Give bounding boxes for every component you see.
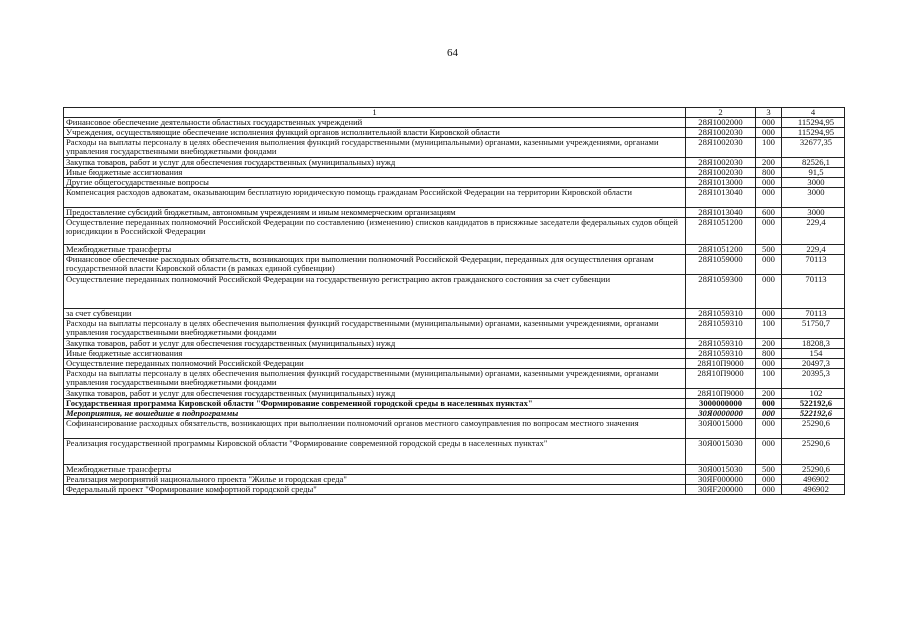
row-name: Реализация государственной программы Кировской области "Формирование современной городской среды в населенных пунктах" <box>64 439 686 465</box>
row-code: 28Я1002030 <box>686 158 756 168</box>
row-name: Финансовое обеспечение деятельности областных государственных учреждений <box>64 118 686 128</box>
row-expense-type: 200 <box>756 339 782 349</box>
row-expense-type: 100 <box>756 369 782 389</box>
table-row <box>64 339 845 349</box>
row-sum: 522192,6 <box>782 399 845 409</box>
row-expense-type: 000 <box>756 118 782 128</box>
row-code: 30ЯF000000 <box>686 475 756 485</box>
row-code: 28Я10П9000 <box>686 369 756 389</box>
table-row <box>64 218 845 245</box>
row-name: Расходы на выплаты персоналу в целях обеспечения выполнения функций государственными (муниципальными) органами, казенными учреждениями, органами управления государственными внебюджетными фондами <box>64 138 686 158</box>
page-number: 64 <box>447 47 458 59</box>
row-expense-type: 000 <box>756 359 782 369</box>
row-code: 28Я1059310 <box>686 339 756 349</box>
table-row <box>64 188 845 208</box>
row-sum: 102 <box>782 389 845 399</box>
row-name: Компенсация расходов адвокатам, оказывающим бесплатную юридическую помощь гражданам Российской Федерации на территории Кировской области <box>64 188 686 208</box>
row-code: 28Я1002030 <box>686 168 756 178</box>
table-row <box>64 158 845 168</box>
row-name: Софинансирование расходных обязательств, возникающих при выполнении полномочий органов местного самоуправления по вопросам местного значения <box>64 419 686 439</box>
row-code: 28Я1059310 <box>686 349 756 359</box>
row-name: Закупка товаров, работ и услуг для обеспечения государственных (муниципальных) нужд <box>64 389 686 399</box>
row-name: Межбюджетные трансферты <box>64 245 686 255</box>
row-sum: 3000 <box>782 208 845 218</box>
row-code: 30Я0000000 <box>686 409 756 419</box>
budget-table <box>63 107 845 495</box>
row-name: Мероприятия, не вошедшие в подпрограммы <box>64 409 686 419</box>
header-col-4: 4 <box>782 108 845 118</box>
row-sum: 32677,35 <box>782 138 845 158</box>
table-row <box>64 409 845 419</box>
row-expense-type: 200 <box>756 389 782 399</box>
row-sum: 70113 <box>782 255 845 275</box>
row-expense-type: 200 <box>756 158 782 168</box>
row-name: Федеральный проект "Формирование комфортной городской среды" <box>64 485 686 495</box>
row-code: 30Я0015030 <box>686 465 756 475</box>
table-row <box>64 485 845 495</box>
row-name: Межбюджетные трансферты <box>64 465 686 475</box>
header-col-2: 2 <box>686 108 756 118</box>
row-sum: 154 <box>782 349 845 359</box>
row-code: 28Я1013040 <box>686 188 756 208</box>
row-sum: 51750,7 <box>782 319 845 339</box>
row-expense-type: 000 <box>756 485 782 495</box>
row-name: Финансовое обеспечение расходных обязательств, возникающих при выполнении полномочий Российской Федерации, переданных для осуществления органам государственной власти Кировской области (в рамках единой субвенции) <box>64 255 686 275</box>
table-row <box>64 118 845 128</box>
row-expense-type: 600 <box>756 208 782 218</box>
row-sum: 115294,95 <box>782 118 845 128</box>
table-row <box>64 168 845 178</box>
row-sum: 25290,6 <box>782 439 845 465</box>
row-expense-type: 500 <box>756 245 782 255</box>
row-name: Расходы на выплаты персоналу в целях обеспечения выполнения функций государственными (муниципальными) органами, казенными учреждениями, органами управления государственными внебюджетными фондами <box>64 319 686 339</box>
row-sum: 229,4 <box>782 245 845 255</box>
row-sum: 25290,6 <box>782 465 845 475</box>
row-name: Предоставление субсидий бюджетным, автономным учреждениям и иным некоммерческим организациям <box>64 208 686 218</box>
table-row <box>64 359 845 369</box>
row-expense-type: 000 <box>756 255 782 275</box>
row-code: 3000000000 <box>686 399 756 409</box>
header-col-3: 3 <box>756 108 782 118</box>
row-expense-type: 800 <box>756 168 782 178</box>
row-name: Иные бюджетные ассигнования <box>64 168 686 178</box>
table-row <box>64 138 845 158</box>
row-code: 28Я1002030 <box>686 138 756 158</box>
row-code: 28Я1059310 <box>686 319 756 339</box>
row-name: Закупка товаров, работ и услуг для обеспечения государственных (муниципальных) нужд <box>64 158 686 168</box>
table-row <box>64 349 845 359</box>
row-name: Иные бюджетные ассигнования <box>64 349 686 359</box>
row-expense-type: 800 <box>756 349 782 359</box>
table-row <box>64 319 845 339</box>
row-code: 28Я1002000 <box>686 118 756 128</box>
table-row <box>64 309 845 319</box>
row-sum: 25290,6 <box>782 419 845 439</box>
row-name: Учреждения, осуществляющие обеспечение исполнения функций органов исполнительной власти Кировской области <box>64 128 686 138</box>
table-row <box>64 245 845 255</box>
row-name: Осуществление переданных полномочий Российской Федерации по составлению (изменению) списков кандидатов в присяжные заседатели федеральных судов общей юрисдикции в Российской Федерации <box>64 218 686 245</box>
row-name: Государственная программа Кировской области "Формирование современной городской среды в населенных пунктах" <box>64 399 686 409</box>
table-row <box>64 465 845 475</box>
row-expense-type: 100 <box>756 319 782 339</box>
row-expense-type: 000 <box>756 178 782 188</box>
row-expense-type: 000 <box>756 128 782 138</box>
row-expense-type: 000 <box>756 439 782 465</box>
row-name: Осуществление переданных полномочий Российской Федерации <box>64 359 686 369</box>
table-row <box>64 128 845 138</box>
row-code: 28Я1013040 <box>686 208 756 218</box>
row-expense-type: 000 <box>756 475 782 485</box>
row-code: 28Я1051200 <box>686 245 756 255</box>
row-name: Другие общегосударственные вопросы <box>64 178 686 188</box>
row-name: Реализация мероприятий национального проекта "Жилье и городская среда" <box>64 475 686 485</box>
table-header-row <box>64 108 845 118</box>
row-code: 28Я1002030 <box>686 128 756 138</box>
row-expense-type: 000 <box>756 275 782 309</box>
table-row <box>64 369 845 389</box>
table-row <box>64 399 845 409</box>
row-sum: 3000 <box>782 188 845 208</box>
table-row <box>64 208 845 218</box>
row-sum: 91,5 <box>782 168 845 178</box>
row-expense-type: 000 <box>756 309 782 319</box>
row-sum: 20497,3 <box>782 359 845 369</box>
row-code: 28Я10П9000 <box>686 389 756 399</box>
row-name: Осуществление переданных полномочий Российской Федерации на государственную регистрацию актов гражданского состояния за счет субвенции <box>64 275 686 309</box>
header-col-1: 1 <box>64 108 686 118</box>
row-name: за счет субвенции <box>64 309 686 319</box>
row-sum: 496902 <box>782 485 845 495</box>
row-sum: 115294,95 <box>782 128 845 138</box>
row-name: Расходы на выплаты персоналу в целях обеспечения выполнения функций государственными (муниципальными) органами, казенными учреждениями, органами управления государственными внебюджетными фондами <box>64 369 686 389</box>
row-sum: 82526,1 <box>782 158 845 168</box>
table-row <box>64 255 845 275</box>
row-code: 28Я1051200 <box>686 218 756 245</box>
table-row <box>64 475 845 485</box>
row-sum: 70113 <box>782 275 845 309</box>
row-expense-type: 000 <box>756 218 782 245</box>
row-code: 28Я10П9000 <box>686 359 756 369</box>
table-row <box>64 178 845 188</box>
row-code: 28Я1059000 <box>686 255 756 275</box>
row-expense-type: 000 <box>756 409 782 419</box>
row-expense-type: 500 <box>756 465 782 475</box>
row-sum: 229,4 <box>782 218 845 245</box>
row-name: Закупка товаров, работ и услуг для обеспечения государственных (муниципальных) нужд <box>64 339 686 349</box>
row-expense-type: 000 <box>756 399 782 409</box>
row-code: 30Я0015030 <box>686 439 756 465</box>
row-sum: 3000 <box>782 178 845 188</box>
row-sum: 70113 <box>782 309 845 319</box>
row-code: 28Я1059310 <box>686 309 756 319</box>
row-code: 30ЯF200000 <box>686 485 756 495</box>
row-code: 28Я1013000 <box>686 178 756 188</box>
row-expense-type: 000 <box>756 419 782 439</box>
table-row <box>64 275 845 309</box>
row-expense-type: 100 <box>756 138 782 158</box>
row-sum: 522192,6 <box>782 409 845 419</box>
row-code: 30Я0015000 <box>686 419 756 439</box>
table-row <box>64 389 845 399</box>
row-code: 28Я1059300 <box>686 275 756 309</box>
table-row <box>64 439 845 465</box>
row-sum: 496902 <box>782 475 845 485</box>
table-row <box>64 419 845 439</box>
row-sum: 20395,3 <box>782 369 845 389</box>
row-sum: 18208,3 <box>782 339 845 349</box>
row-expense-type: 000 <box>756 188 782 208</box>
